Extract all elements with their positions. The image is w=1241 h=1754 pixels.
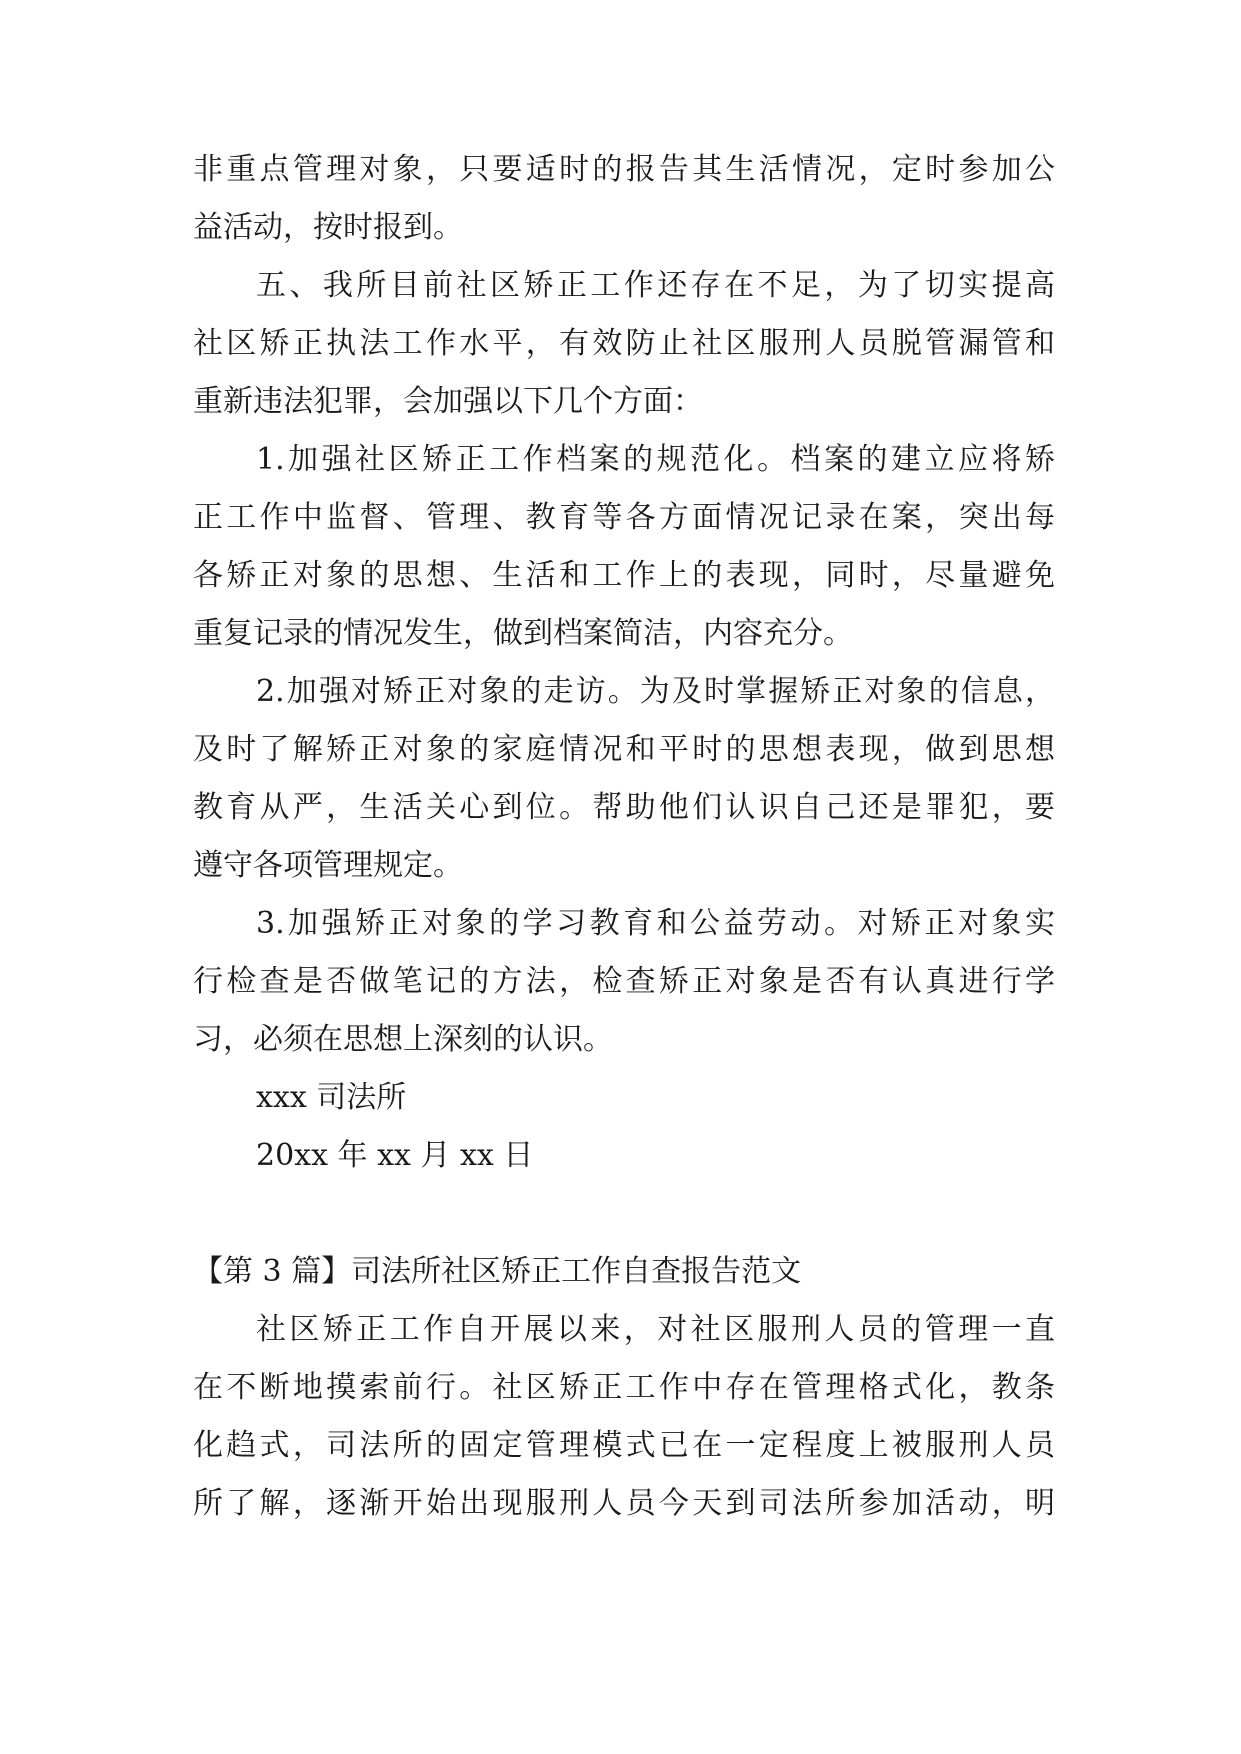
text-line: 在不断地摸索前行。社区矫正工作中存在管理格式化，教条	[193, 1370, 1055, 1405]
text-line: 非重点管理对象，只要适时的报告其生活情况，定时参加公	[193, 152, 1055, 187]
section-heading: 【第 3 篇】司法所社区矫正工作自查报告范文	[193, 1254, 802, 1289]
text-line: 社区矫正执法工作水平，有效防止社区服刑人员脱管漏管和	[193, 326, 1055, 361]
signature-org: xxx 司法所	[256, 1080, 407, 1115]
section-paragraph-start: 社区矫正工作自开展以来，对社区服刑人员的管理一直	[256, 1312, 1055, 1347]
text-line: 行检查是否做笔记的方法，检查矫正对象是否有认真进行学	[193, 964, 1055, 999]
item-3-start: 3.加强矫正对象的学习教育和公益劳动。对矫正对象实	[256, 906, 1055, 941]
text-line: 化趋式，司法所的固定管理模式已在一定程度上被服刑人员	[193, 1428, 1055, 1463]
text-line: 教育从严，生活关心到位。帮助他们认识自己还是罪犯，要	[193, 790, 1055, 825]
text-line: 所了解，逐渐开始出现服刑人员今天到司法所参加活动，明	[193, 1486, 1055, 1521]
text-line: 各矫正对象的思想、生活和工作上的表现，同时，尽量避免	[193, 558, 1055, 593]
text-line: 重新违法犯罪，会加强以下几个方面：	[193, 384, 703, 419]
text-line: 正工作中监督、管理、教育等各方面情况记录在案，突出每	[193, 500, 1055, 535]
paragraph-five-start: 五、我所目前社区矫正工作还存在不足，为了切实提高	[256, 268, 1055, 303]
text-line: 重复记录的情况发生，做到档案简洁，内容充分。	[193, 616, 853, 651]
text-line: 益活动，按时报到。	[193, 210, 463, 245]
signature-date: 20xx 年 xx 月 xx 日	[256, 1138, 534, 1173]
text-line: 遵守各项管理规定。	[193, 848, 463, 883]
text-line: 习，必须在思想上深刻的认识。	[193, 1022, 613, 1057]
item-1-start: 1.加强社区矫正工作档案的规范化。档案的建立应将矫	[256, 442, 1055, 477]
text-line: 及时了解矫正对象的家庭情况和平时的思想表现，做到思想	[193, 732, 1055, 767]
item-2-start: 2.加强对矫正对象的走访。为及时掌握矫正对象的信息，	[256, 674, 1055, 709]
